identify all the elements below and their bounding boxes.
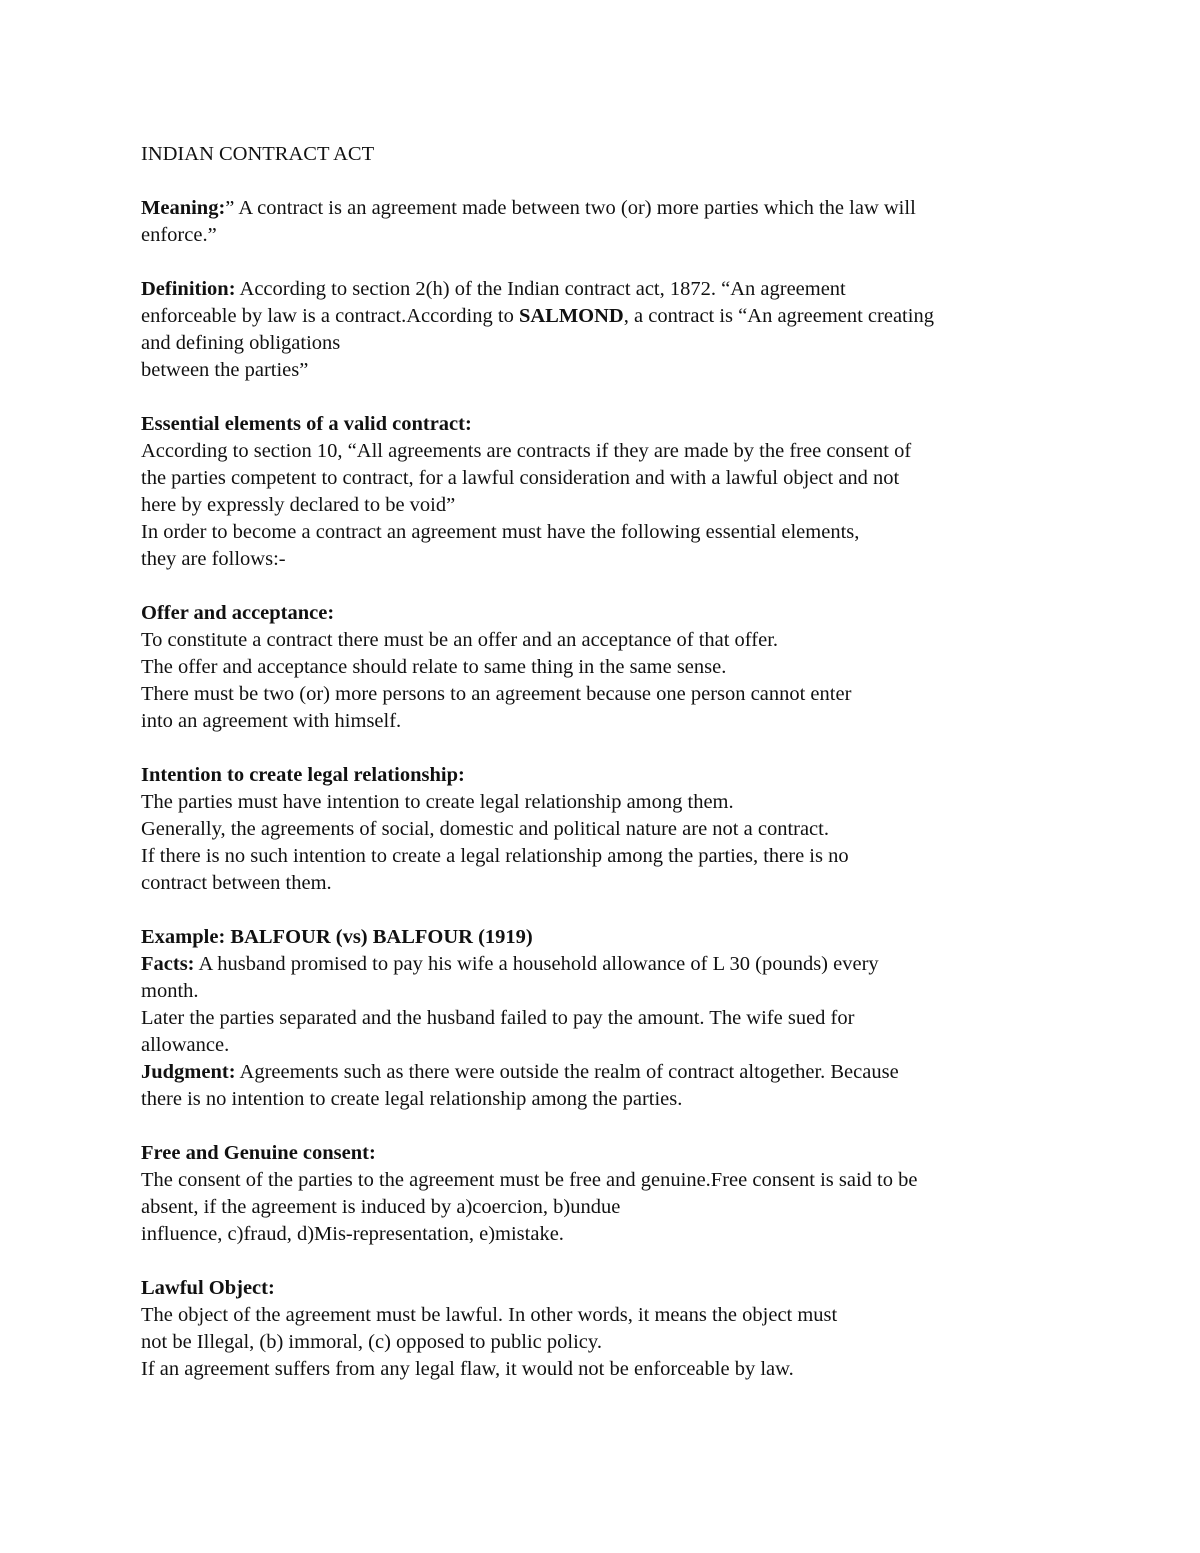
essential-line: they are follows:-: [141, 548, 286, 570]
spacer: [141, 384, 1071, 411]
facts-line: Later the parties separated and the husband failed to pay the amount. The wife sued for: [141, 1007, 855, 1029]
salmond-name: SALMOND: [518, 305, 624, 327]
lawful-line: not be Illegal, (b) immoral, (c) opposed to public policy.: [141, 1331, 602, 1353]
definition-text-1: According to section 2(h) of the Indian contract act, 1872. “An agreement: [235, 278, 846, 300]
spacer: [141, 1248, 1071, 1275]
offer-line: There must be two (or) more persons to an agreement because one person cannot enter: [141, 683, 852, 705]
judgment-text-1: Agreements such as there were outside the realm of contract altogether. Because: [235, 1061, 899, 1083]
definition-text-2b: , a contract is “An agreement creating: [623, 305, 934, 327]
definition-label: Definition:: [141, 278, 236, 300]
spacer: [141, 168, 1071, 195]
offer-line: To constitute a contract there must be an offer and an acceptance of that offer.: [141, 629, 779, 651]
consent-line: The consent of the parties to the agreement must be free and genuine.Free consent is said to be: [141, 1169, 918, 1191]
meaning-line-2: enforce.”: [141, 224, 217, 246]
consent-line: influence, c)fraud, d)Mis-representation, e)mistake.: [141, 1223, 564, 1245]
document-page: [141, 141, 1071, 1383]
meaning-text-1: ” A contract is an agreement made between two (or) more parties which the law will: [225, 197, 916, 219]
essential-line: here by expressly declared to be void”: [141, 494, 456, 516]
facts-line-1: [141, 951, 1071, 978]
lawful-line: If an agreement suffers from any legal flaw, it would not be enforceable by law.: [141, 1358, 794, 1380]
spacer: [141, 1113, 1071, 1140]
judgment-line-2: there is no intention to create legal relationship among the parties.: [141, 1088, 683, 1110]
intention-line: The parties must have intention to create legal relationship among them.: [141, 791, 734, 813]
meaning-label: Meaning:: [141, 197, 226, 219]
facts-line: allowance.: [141, 1034, 230, 1056]
spacer: [141, 735, 1071, 762]
definition-text-2a: enforceable by law is a contract.According to: [141, 305, 519, 327]
consent-heading: Free and Genuine consent:: [141, 1142, 376, 1164]
intention-heading: Intention to create legal relationship:: [141, 764, 465, 786]
judgment-label: Judgment:: [141, 1061, 236, 1083]
lawful-line: The object of the agreement must be lawful. In other words, it means the object must: [141, 1304, 838, 1326]
essential-line: According to section 10, “All agreements are contracts if they are made by the free consent of: [141, 440, 912, 462]
spacer: [141, 573, 1071, 600]
consent-line: absent, if the agreement is induced by a)coercion, b)undue: [141, 1196, 621, 1218]
facts-text-1: A husband promised to pay his wife a household allowance of L 30 (pounds) every: [194, 953, 879, 975]
spacer: [141, 897, 1071, 924]
offer-line: into an agreement with himself.: [141, 710, 402, 732]
definition-line-1: [141, 276, 1071, 303]
offer-line: The offer and acceptance should relate to same thing in the same sense.: [141, 656, 727, 678]
lawful-heading: Lawful Object:: [141, 1277, 275, 1299]
offer-heading: Offer and acceptance:: [141, 602, 335, 624]
spacer: [141, 249, 1071, 276]
example-heading: Example: BALFOUR (vs) BALFOUR (1919): [141, 926, 533, 948]
facts-label: Facts:: [141, 953, 195, 975]
intention-line: Generally, the agreements of social, domestic and political nature are not a contract.: [141, 818, 829, 840]
essential-line: In order to become a contract an agreement must have the following essential elements,: [141, 521, 860, 543]
document-title: INDIAN CONTRACT ACT: [141, 143, 375, 165]
intention-line: contract between them.: [141, 872, 332, 894]
intention-line: If there is no such intention to create a legal relationship among the parties, there is no: [141, 845, 849, 867]
essential-heading: Essential elements of a valid contract:: [141, 413, 472, 435]
definition-line-2: [141, 303, 1071, 330]
definition-line-4: between the parties”: [141, 359, 309, 381]
judgment-line-1: [141, 1059, 1071, 1086]
meaning-line-1: [141, 195, 1071, 222]
definition-line-3: and defining obligations: [141, 332, 341, 354]
facts-line: month.: [141, 980, 199, 1002]
essential-line: the parties competent to contract, for a lawful consideration and with a lawful object and not: [141, 467, 900, 489]
